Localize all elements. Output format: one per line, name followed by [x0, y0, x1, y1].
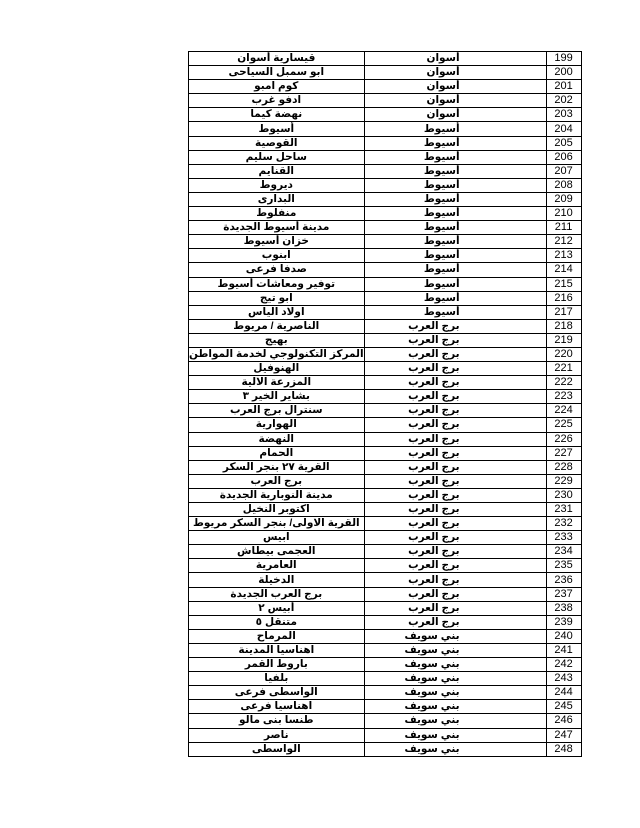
row-number-cell: 222 [546, 376, 581, 390]
governorate-cell: برج العرب [364, 573, 546, 587]
office-name-cell: الواسطى [189, 742, 365, 756]
row-number-cell: 213 [546, 249, 581, 263]
office-name-cell: ديروط [189, 178, 365, 192]
table-row [189, 517, 582, 531]
table-row [189, 376, 582, 390]
office-name-cell: ناصر [189, 728, 365, 742]
governorate-cell: برج العرب [364, 488, 546, 502]
governorate-cell: برج العرب [364, 390, 546, 404]
table-row [189, 615, 582, 629]
office-name-cell: القرية ٢٧ بنجر السكر [189, 460, 365, 474]
governorate-cell: أسيوط [364, 150, 546, 164]
row-number-cell: 225 [546, 418, 581, 432]
governorate-cell: برج العرب [364, 446, 546, 460]
row-number-cell: 206 [546, 150, 581, 164]
office-name-cell: اهناسيا المدينة [189, 643, 365, 657]
table-row [189, 207, 582, 221]
table-row [189, 629, 582, 643]
governorate-cell: برج العرب [364, 601, 546, 615]
row-number-cell: 243 [546, 672, 581, 686]
row-number-cell: 200 [546, 66, 581, 80]
row-number-cell: 244 [546, 686, 581, 700]
governorate-cell: أسوان [364, 108, 546, 122]
governorate-cell: أسيوط [364, 192, 546, 206]
row-number-cell: 203 [546, 108, 581, 122]
row-number-cell: 248 [546, 742, 581, 756]
office-name-cell: القرية الاولى/ بنجر السكر مريوط [189, 517, 365, 531]
row-number-cell: 236 [546, 573, 581, 587]
table-row [189, 545, 582, 559]
row-number-cell: 208 [546, 178, 581, 192]
table-row [189, 94, 582, 108]
row-number-cell: 199 [546, 52, 581, 66]
row-number-cell: 233 [546, 531, 581, 545]
office-name-cell: ابنوب [189, 249, 365, 263]
office-name-cell: الهنوفيل [189, 362, 365, 376]
table-row [189, 164, 582, 178]
office-name-cell: ابو تيج [189, 291, 365, 305]
table-row [189, 474, 582, 488]
row-number-cell: 245 [546, 700, 581, 714]
table-row [189, 700, 582, 714]
row-number-cell: 232 [546, 517, 581, 531]
table-row [189, 587, 582, 601]
governorate-cell: برج العرب [364, 503, 546, 517]
office-name-cell: برج العرب [189, 474, 365, 488]
table-row [189, 503, 582, 517]
governorate-cell: بني سويف [364, 686, 546, 700]
office-name-cell: الناصرية / مريوط [189, 319, 365, 333]
governorate-cell: برج العرب [364, 432, 546, 446]
governorate-cell: برج العرب [364, 376, 546, 390]
governorate-cell: برج العرب [364, 545, 546, 559]
row-number-cell: 237 [546, 587, 581, 601]
office-name-cell: اهناسيا فرعى [189, 700, 365, 714]
office-name-cell: القوصية [189, 136, 365, 150]
office-name-cell: بشاير الخير ٣ [189, 390, 365, 404]
office-name-cell: الواسطى فرعى [189, 686, 365, 700]
table-row [189, 263, 582, 277]
governorate-cell: برج العرب [364, 559, 546, 573]
office-name-cell: توفير ومعاشات أسيوط [189, 277, 365, 291]
governorate-cell: برج العرب [364, 362, 546, 376]
table-row [189, 347, 582, 361]
office-name-cell: العامرية [189, 559, 365, 573]
governorate-cell: برج العرب [364, 460, 546, 474]
governorate-cell: أسوان [364, 66, 546, 80]
row-number-cell: 215 [546, 277, 581, 291]
governorate-cell: أسيوط [364, 291, 546, 305]
row-number-cell: 230 [546, 488, 581, 502]
table-row [189, 418, 582, 432]
row-number-cell: 227 [546, 446, 581, 460]
office-name-cell: باروط القمر [189, 658, 365, 672]
table-row [189, 446, 582, 460]
office-name-cell: نهضة كيما [189, 108, 365, 122]
office-name-cell: النهضة [189, 432, 365, 446]
governorate-cell: بني سويف [364, 672, 546, 686]
table-row [189, 319, 582, 333]
office-name-cell: القنايم [189, 164, 365, 178]
governorate-cell: برج العرب [364, 615, 546, 629]
office-name-cell: طنسا بنى مالو [189, 714, 365, 728]
row-number-cell: 228 [546, 460, 581, 474]
governorate-cell: برج العرب [364, 517, 546, 531]
row-number-cell: 221 [546, 362, 581, 376]
table-row [189, 432, 582, 446]
governorate-cell: أسيوط [364, 277, 546, 291]
governorate-cell: بني سويف [364, 728, 546, 742]
office-name-cell: ابيس [189, 531, 365, 545]
row-number-cell: 231 [546, 503, 581, 517]
row-number-cell: 209 [546, 192, 581, 206]
row-number-cell: 212 [546, 235, 581, 249]
office-name-cell: مدينة أسيوط الجديدة [189, 221, 365, 235]
table-row [189, 150, 582, 164]
table-row [189, 333, 582, 347]
table-row [189, 305, 582, 319]
office-name-cell: المزرعة الالية [189, 376, 365, 390]
governorate-cell: أسيوط [364, 122, 546, 136]
office-name-cell: متنقل ٥ [189, 615, 365, 629]
governorate-cell: أسيوط [364, 235, 546, 249]
governorate-cell: أسيوط [364, 249, 546, 263]
row-number-cell: 223 [546, 390, 581, 404]
table-row [189, 362, 582, 376]
governorate-cell: برج العرب [364, 474, 546, 488]
table-row [189, 249, 582, 263]
table-row [189, 136, 582, 150]
row-number-cell: 210 [546, 207, 581, 221]
office-name-cell: سنترال برج العرب [189, 404, 365, 418]
governorate-cell: بني سويف [364, 658, 546, 672]
table-row [189, 601, 582, 615]
table-row [189, 742, 582, 756]
governorate-cell: أسيوط [364, 263, 546, 277]
office-name-cell: المرماح [189, 629, 365, 643]
row-number-cell: 202 [546, 94, 581, 108]
office-name-cell: صدفا فرعى [189, 263, 365, 277]
row-number-cell: 234 [546, 545, 581, 559]
table-row [189, 390, 582, 404]
row-number-cell: 216 [546, 291, 581, 305]
table-row [189, 460, 582, 474]
governorate-cell: برج العرب [364, 319, 546, 333]
office-name-cell: بهيج [189, 333, 365, 347]
table-row [189, 178, 582, 192]
table-row [189, 66, 582, 80]
table-row [189, 714, 582, 728]
table-row [189, 291, 582, 305]
row-number-cell: 235 [546, 559, 581, 573]
office-name-cell: المركز التكنولوجي لخدمة المواطن [189, 348, 364, 361]
governorate-cell: برج العرب [364, 531, 546, 545]
row-number-cell: 226 [546, 432, 581, 446]
table-row [189, 488, 582, 502]
row-number-cell: 219 [546, 333, 581, 347]
office-name-cell: ادفو غرب [189, 94, 365, 108]
table-row [189, 658, 582, 672]
row-number-cell: 247 [546, 728, 581, 742]
table-row [189, 643, 582, 657]
governorate-cell: بني سويف [364, 742, 546, 756]
governorate-cell: أسيوط [364, 305, 546, 319]
table-row [189, 531, 582, 545]
governorate-cell: برج العرب [364, 587, 546, 601]
governorate-cell: أسوان [364, 52, 546, 66]
office-name-cell: أسيوط [189, 122, 365, 136]
table-row [189, 404, 582, 418]
governorate-cell: برج العرب [364, 347, 546, 361]
governorate-cell: برج العرب [364, 418, 546, 432]
office-name-cell: الحمام [189, 446, 365, 460]
office-name-cell: ابو سمبل السياحى [189, 66, 365, 80]
row-number-cell: 246 [546, 714, 581, 728]
office-name-cell: مدينة النوبارية الجديدة [189, 488, 365, 502]
table-row [189, 235, 582, 249]
row-number-cell: 217 [546, 305, 581, 319]
office-name-cell: كوم امبو [189, 80, 365, 94]
governorate-cell: أسيوط [364, 178, 546, 192]
governorate-cell: بني سويف [364, 700, 546, 714]
row-number-cell: 214 [546, 263, 581, 277]
row-number-cell: 201 [546, 80, 581, 94]
table-row [189, 573, 582, 587]
row-number-cell: 229 [546, 474, 581, 488]
office-name-cell: العجمى بيطاش [189, 545, 365, 559]
table-row [189, 277, 582, 291]
table-row [189, 672, 582, 686]
table-row [189, 80, 582, 94]
row-number-cell: 220 [546, 347, 581, 361]
governorate-cell: بني سويف [364, 643, 546, 657]
governorate-cell: أسوان [364, 94, 546, 108]
office-name-cell: بلفيا [189, 672, 365, 686]
governorate-cell: أسوان [364, 80, 546, 94]
office-name-cell: برج العرب الجديدة [189, 587, 365, 601]
governorate-cell: أسيوط [364, 136, 546, 150]
governorate-cell: برج العرب [364, 333, 546, 347]
office-name-cell: اكتوبر النخيل [189, 503, 365, 517]
table-row [189, 221, 582, 235]
governorate-cell: أسيوط [364, 221, 546, 235]
governorate-cell: أسيوط [364, 164, 546, 178]
office-name-cell: أبيس ٢ [189, 601, 365, 615]
offices-table-container [188, 51, 582, 757]
office-name-cell: منفلوط [189, 207, 365, 221]
office-name-cell: الدخيلة [189, 573, 365, 587]
row-number-cell: 239 [546, 615, 581, 629]
table-row [189, 686, 582, 700]
table-row [189, 52, 582, 66]
row-number-cell: 218 [546, 319, 581, 333]
row-number-cell: 240 [546, 629, 581, 643]
row-number-cell: 238 [546, 601, 581, 615]
row-number-cell: 241 [546, 643, 581, 657]
office-name-cell: خزان أسيوط [189, 235, 365, 249]
row-number-cell: 205 [546, 136, 581, 150]
row-number-cell: 211 [546, 221, 581, 235]
governorate-cell: بني سويف [364, 629, 546, 643]
offices-table-body [189, 52, 582, 757]
table-row [189, 728, 582, 742]
table-row [189, 108, 582, 122]
office-name-cell: اولاد الياس [189, 305, 365, 319]
table-row [189, 122, 582, 136]
row-number-cell: 207 [546, 164, 581, 178]
office-name-cell: ساحل سليم [189, 150, 365, 164]
governorate-cell: أسيوط [364, 207, 546, 221]
row-number-cell: 204 [546, 122, 581, 136]
governorate-cell: برج العرب [364, 404, 546, 418]
row-number-cell: 242 [546, 658, 581, 672]
offices-table [188, 51, 582, 757]
governorate-cell: بني سويف [364, 714, 546, 728]
row-number-cell: 224 [546, 404, 581, 418]
office-name-cell: قيسارية أسوان [189, 52, 365, 66]
office-name-cell: الهوارية [189, 418, 365, 432]
table-row [189, 559, 582, 573]
office-name-cell: البدارى [189, 192, 365, 206]
table-row [189, 192, 582, 206]
